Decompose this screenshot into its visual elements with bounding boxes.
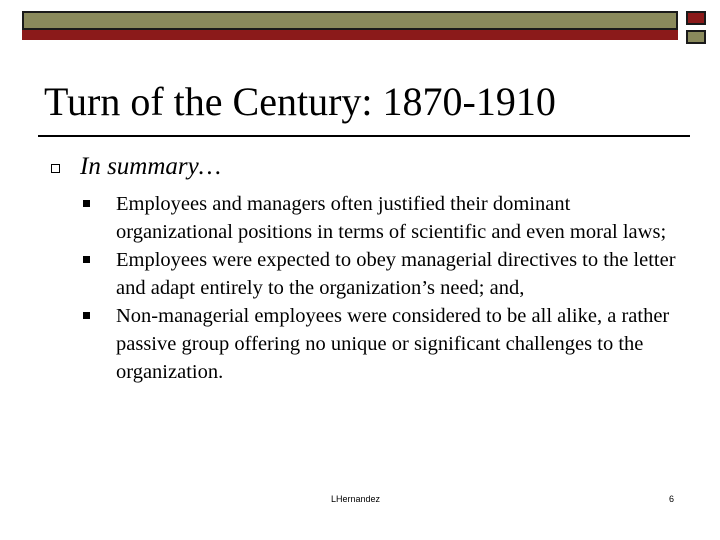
- filled-square-bullet-icon: [83, 200, 90, 207]
- hollow-square-bullet-icon: [51, 164, 60, 173]
- summary-point: [82, 302, 682, 386]
- summary-point-text: Employees and managers often justified their dominant organizational positions in terms of scientific and even moral laws;: [116, 193, 667, 243]
- header-decoration-red-bar: [22, 30, 678, 40]
- summary-point-list: [82, 190, 682, 386]
- summary-point-text: Non-managerial employees were considered to be all alike, a rather passive group offering no unique or significant challenges to the organization.: [116, 305, 670, 383]
- summary-point: [82, 246, 682, 302]
- footer-author: LHernandez: [331, 494, 381, 504]
- summary-point-text: Employees were expected to obey managerial directives to the letter and adapt entirely to the organization’s need; and,: [116, 249, 676, 299]
- header-decoration-corner-square: [686, 11, 706, 25]
- summary-heading: In summary…: [80, 153, 221, 180]
- title-underline: [38, 135, 690, 137]
- filled-square-bullet-icon: [83, 256, 90, 263]
- summary-point: [82, 190, 682, 246]
- page-number: 6: [669, 494, 675, 504]
- header-decoration-olive-bar: [22, 11, 678, 30]
- filled-square-bullet-icon: [83, 312, 90, 319]
- slide-title: Turn of the Century: 1870-1910: [44, 79, 556, 124]
- header-decoration-corner-square: [686, 30, 706, 44]
